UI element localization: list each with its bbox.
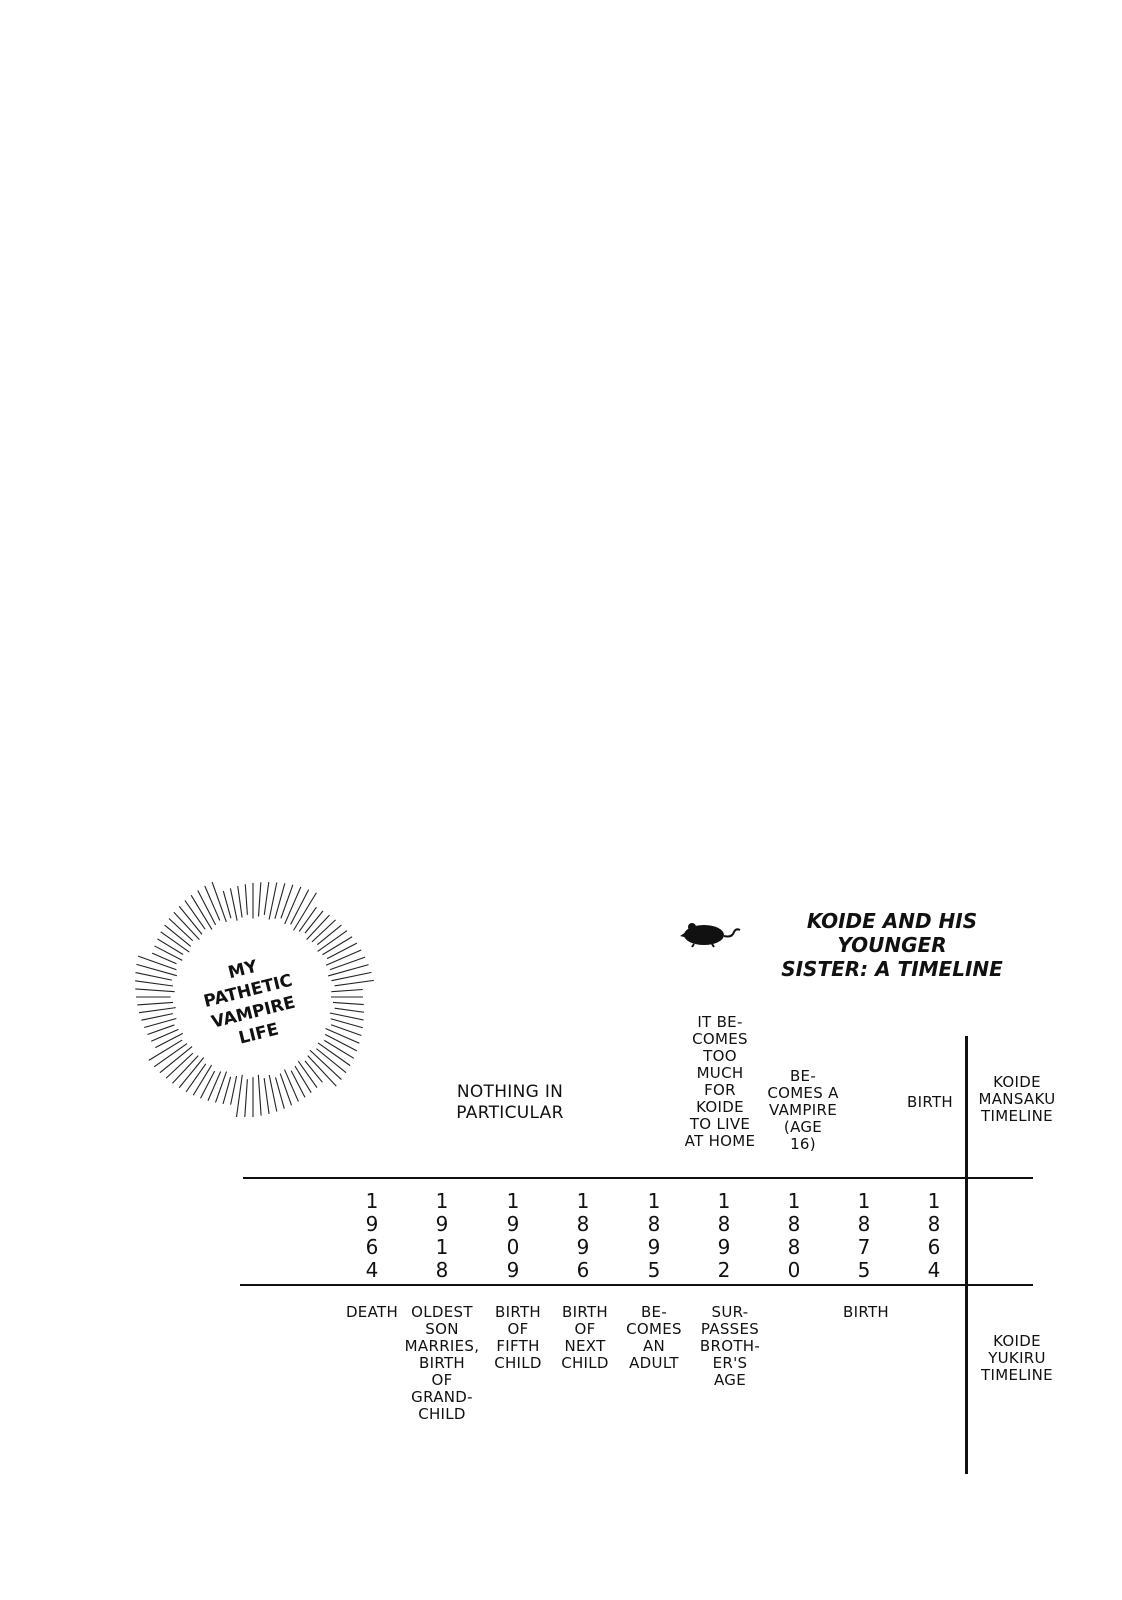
year-1909: 1 9 0 9 <box>506 1189 520 1282</box>
mansaku-event-1864: BIRTH <box>907 1093 953 1111</box>
upper-divider <box>243 1177 1033 1179</box>
year-1892: 1 8 9 2 <box>717 1189 731 1282</box>
yukiru-event-1909: BIRTH OF FIFTH CHILD <box>494 1303 542 1372</box>
logo-text: MY PATHETIC VAMPIRE LIFE <box>201 956 298 1049</box>
year-1964: 1 9 6 4 <box>365 1189 379 1282</box>
mansaku-nothing-in-particular: NOTHING IN PARTICULAR <box>456 1082 564 1123</box>
year-1864: 1 8 6 4 <box>927 1189 941 1282</box>
yukiru-event-1875: BIRTH <box>843 1303 889 1321</box>
yukiru-timeline-label: KOIDE YUKIRU TIMELINE <box>981 1332 1053 1384</box>
yukiru-event-1896: BIRTH OF NEXT CHILD <box>561 1303 609 1372</box>
yukiru-event-1964: DEATH <box>345 1303 399 1321</box>
yukiru-event-1918: OLDEST SON MARRIES, BIRTH OF GRAND- CHILD <box>404 1303 480 1423</box>
mansaku-event-1880: BE- COMES A VAMPIRE (AGE 16) <box>767 1067 839 1153</box>
yukiru-event-1892: SUR- PASSES BROTH- ER'S AGE <box>699 1303 761 1389</box>
yukiru-event-1895: BE- COMES AN ADULT <box>626 1303 682 1372</box>
year-1880: 1 8 8 0 <box>787 1189 801 1282</box>
lower-divider <box>240 1284 1033 1286</box>
year-1895: 1 8 9 5 <box>647 1189 661 1282</box>
timeline-title: KOIDE AND HIS YOUNGER SISTER: A TIMELINE <box>781 909 1003 981</box>
mansaku-event-1892: IT BE- COMES TOO MUCH FOR KOIDE TO LIVE AT HOME <box>684 1013 756 1150</box>
year-1918: 1 9 1 8 <box>435 1189 449 1282</box>
label-column-divider <box>965 1036 968 1474</box>
year-1896: 1 8 9 6 <box>576 1189 590 1282</box>
mansaku-timeline-label: KOIDE MANSAKU TIMELINE <box>978 1073 1056 1125</box>
rat-icon <box>680 918 742 948</box>
year-1875: 1 8 7 5 <box>857 1189 871 1282</box>
